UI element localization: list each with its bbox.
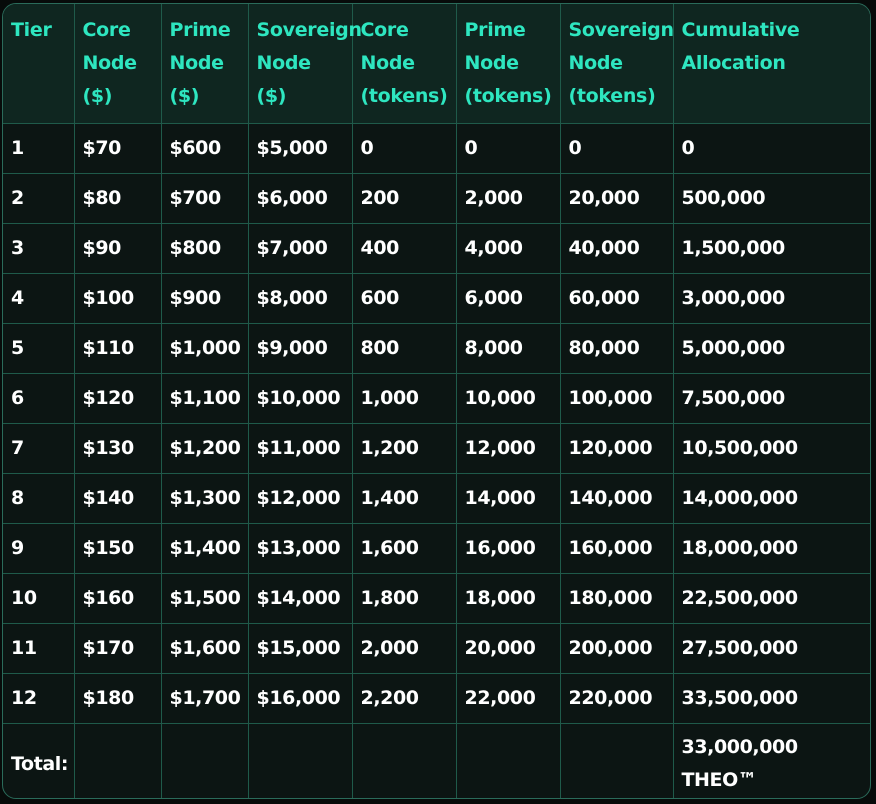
table-cell: $140 <box>74 473 161 523</box>
table-row <box>3 573 871 623</box>
table-cell: 8,000 <box>456 323 560 373</box>
table-row <box>3 173 871 223</box>
table-cell: 400 <box>352 223 456 273</box>
table-cell: 3,000,000 <box>673 273 871 323</box>
table-cell: 4 <box>3 273 74 323</box>
table-cell: 10,000 <box>456 373 560 423</box>
table-row <box>3 423 871 473</box>
table-cell: 22,000 <box>456 673 560 723</box>
table-cell: $170 <box>74 623 161 673</box>
table-cell: $160 <box>74 573 161 623</box>
table-cell: 12 <box>3 673 74 723</box>
table-row <box>3 373 871 423</box>
table-row <box>3 273 871 323</box>
tier-pricing-table <box>3 4 871 799</box>
table-cell: $5,000 <box>248 123 352 173</box>
table-cell: 200 <box>352 173 456 223</box>
table-cell: $110 <box>74 323 161 373</box>
table-cell: 14,000 <box>456 473 560 523</box>
table-body <box>3 123 871 799</box>
table-cell: 1,000 <box>352 373 456 423</box>
column-header: Cumulative Allocation <box>673 4 871 123</box>
table-cell: 9 <box>3 523 74 573</box>
empty-cell <box>248 723 352 799</box>
table-cell: 7 <box>3 423 74 473</box>
table-cell: 8 <box>3 473 74 523</box>
total-label: Total: <box>3 723 74 799</box>
table-cell: $1,000 <box>161 323 248 373</box>
table-header-row <box>3 4 871 123</box>
empty-cell <box>161 723 248 799</box>
table-row <box>3 323 871 373</box>
table-cell: 4,000 <box>456 223 560 273</box>
table-cell: 800 <box>352 323 456 373</box>
column-header: Prime Node ($) <box>161 4 248 123</box>
empty-cell <box>74 723 161 799</box>
table-cell: 14,000,000 <box>673 473 871 523</box>
table-cell: $6,000 <box>248 173 352 223</box>
table-cell: $14,000 <box>248 573 352 623</box>
table-cell: $1,100 <box>161 373 248 423</box>
total-value-amount: 33,000,000 <box>681 736 798 759</box>
table-cell: $700 <box>161 173 248 223</box>
table-cell: 0 <box>352 123 456 173</box>
table-cell: $13,000 <box>248 523 352 573</box>
table-cell: 16,000 <box>456 523 560 573</box>
table-cell: $80 <box>74 173 161 223</box>
table-cell: 2,200 <box>352 673 456 723</box>
table-cell: $180 <box>74 673 161 723</box>
table-cell: $12,000 <box>248 473 352 523</box>
table-cell: $120 <box>74 373 161 423</box>
table-cell: 2 <box>3 173 74 223</box>
table-cell: 18,000 <box>456 573 560 623</box>
table-cell: $150 <box>74 523 161 573</box>
table-cell: $130 <box>74 423 161 473</box>
column-header: Sovereign Node (tokens) <box>560 4 673 123</box>
table-cell: 6 <box>3 373 74 423</box>
table-cell: $1,700 <box>161 673 248 723</box>
table-row <box>3 673 871 723</box>
table-cell: 1 <box>3 123 74 173</box>
table-cell: 1,800 <box>352 573 456 623</box>
table-cell: 220,000 <box>560 673 673 723</box>
table-cell: 0 <box>560 123 673 173</box>
table-cell: $600 <box>161 123 248 173</box>
table-cell: 1,500,000 <box>673 223 871 273</box>
table-cell: 60,000 <box>560 273 673 323</box>
table-cell: 5,000,000 <box>673 323 871 373</box>
table-cell: 1,400 <box>352 473 456 523</box>
table-row <box>3 223 871 273</box>
table-cell: $800 <box>161 223 248 273</box>
table-cell: $9,000 <box>248 323 352 373</box>
table-cell: 7,500,000 <box>673 373 871 423</box>
table-cell: 6,000 <box>456 273 560 323</box>
column-header: Prime Node (tokens) <box>456 4 560 123</box>
total-row <box>3 723 871 799</box>
empty-cell <box>456 723 560 799</box>
table-cell: 33,500,000 <box>673 673 871 723</box>
empty-cell <box>560 723 673 799</box>
table-cell: 120,000 <box>560 423 673 473</box>
table-cell: 600 <box>352 273 456 323</box>
table-row <box>3 473 871 523</box>
table-cell: 20,000 <box>560 173 673 223</box>
table-cell: $11,000 <box>248 423 352 473</box>
table-cell: 3 <box>3 223 74 273</box>
column-header: Sovereign Node ($) <box>248 4 352 123</box>
column-header: Tier <box>3 4 74 123</box>
table-cell: $70 <box>74 123 161 173</box>
table-cell: 0 <box>456 123 560 173</box>
table-cell: 22,500,000 <box>673 573 871 623</box>
table-cell: 11 <box>3 623 74 673</box>
table-cell: $1,500 <box>161 573 248 623</box>
table-cell: 0 <box>673 123 871 173</box>
table-cell: $90 <box>74 223 161 273</box>
table-cell: 27,500,000 <box>673 623 871 673</box>
table-cell: $15,000 <box>248 623 352 673</box>
table-row <box>3 623 871 673</box>
table-cell: 500,000 <box>673 173 871 223</box>
table-row <box>3 123 871 173</box>
table-cell: 12,000 <box>456 423 560 473</box>
tier-table-container <box>2 3 871 799</box>
table-cell: 200,000 <box>560 623 673 673</box>
table-cell: $100 <box>74 273 161 323</box>
total-value <box>673 723 871 799</box>
empty-cell <box>352 723 456 799</box>
table-cell: 140,000 <box>560 473 673 523</box>
table-cell: $1,400 <box>161 523 248 573</box>
table-cell: $1,300 <box>161 473 248 523</box>
table-cell: 180,000 <box>560 573 673 623</box>
table-cell: 1,200 <box>352 423 456 473</box>
table-cell: 160,000 <box>560 523 673 573</box>
table-cell: 80,000 <box>560 323 673 373</box>
table-cell: 20,000 <box>456 623 560 673</box>
table-cell: $1,200 <box>161 423 248 473</box>
table-cell: 10,500,000 <box>673 423 871 473</box>
table-cell: 1,600 <box>352 523 456 573</box>
table-cell: 2,000 <box>352 623 456 673</box>
column-header: Core Node ($) <box>74 4 161 123</box>
table-cell: $10,000 <box>248 373 352 423</box>
table-cell: $16,000 <box>248 673 352 723</box>
table-row <box>3 523 871 573</box>
table-cell: 5 <box>3 323 74 373</box>
column-header: Core Node (tokens) <box>352 4 456 123</box>
table-cell: 18,000,000 <box>673 523 871 573</box>
total-value-unit: THEO™ <box>681 769 757 792</box>
table-cell: $900 <box>161 273 248 323</box>
table-cell: 10 <box>3 573 74 623</box>
table-cell: $7,000 <box>248 223 352 273</box>
table-cell: 2,000 <box>456 173 560 223</box>
table-cell: $8,000 <box>248 273 352 323</box>
table-cell: $1,600 <box>161 623 248 673</box>
table-cell: 40,000 <box>560 223 673 273</box>
table-cell: 100,000 <box>560 373 673 423</box>
